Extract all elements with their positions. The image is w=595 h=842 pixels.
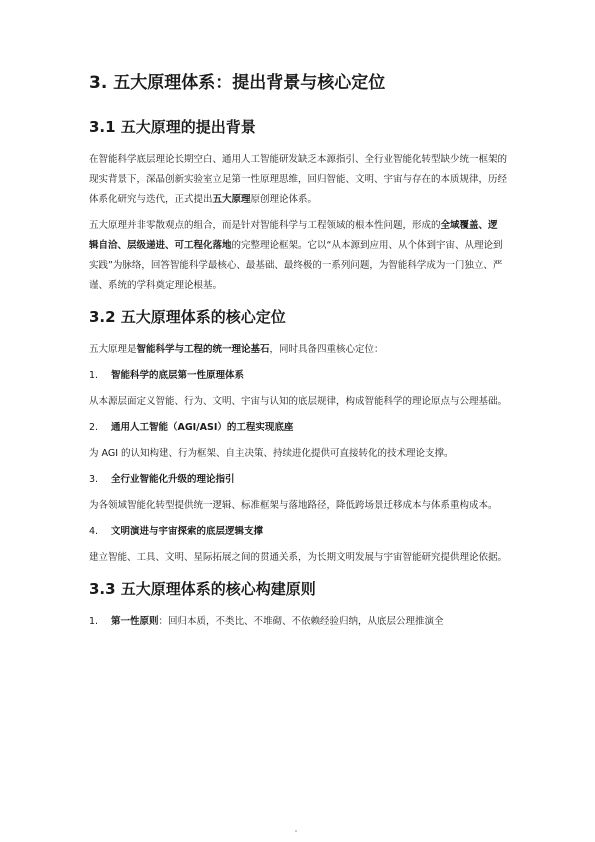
bold-span: 智能科学与工程的统一理论基石 (136, 344, 270, 355)
paragraph-background-2 (89, 216, 507, 296)
list-item-heading (89, 418, 507, 438)
bold-span: 第一性原则 (111, 616, 159, 627)
section-heading-3-1: 3.1 五大原理的提出背景 (89, 118, 256, 136)
text-span: 的完整理论框架。它以“从本源到应用、从个体到宇宙、从理论到实践”为脉络，回答智能科学最核心、最基础、最终极的一系列问题，为智能科学成为一门独立、严谨、系统的学科奠定理论根基。 (89, 240, 503, 291)
list-number: 4. (89, 526, 99, 537)
paragraph-positioning-intro (89, 340, 507, 360)
bold-span: 五大原理 (212, 194, 251, 205)
list-item-description: 建立智能、工具、文明、星际拓展之间的贯通关系，为长期文明发展与宇宙智能研究提供理论依据。 (89, 552, 508, 563)
text-span: ：回归本质，不类比、不堆砌、不依赖经验归纳，从底层公理推演全 (158, 616, 444, 627)
list-item-title: 文明演进与宇宙探索的底层逻辑支撑 (111, 526, 264, 537)
list-number: 1. (89, 370, 99, 381)
document-content (89, 70, 507, 638)
list-number: 1. (89, 616, 99, 627)
list-item-title: 全行业智能化升级的理论指引 (111, 474, 235, 485)
chapter-title: 3. 五大原理体系：提出背景与核心定位 (89, 73, 386, 93)
principle-list-item (89, 612, 507, 632)
text-span: 原创理论体系。 (250, 194, 318, 205)
list-item-heading (89, 366, 507, 386)
list-number: 2. (89, 422, 99, 433)
list-item-title: 通用人工智能（AGI/ASI）的工程实现底座 (111, 422, 294, 433)
section-heading-3-3: 3.3 五大原理体系的核心构建原则 (89, 580, 316, 598)
section-heading-3-2: 3.2 五大原理体系的核心定位 (89, 308, 286, 326)
list-item-title: 智能科学的底层第一性原理体系 (111, 370, 245, 381)
text-span: 在智能科学底层理论长期空白、通用人工智能研发缺乏本源指引、全行业智能化转型缺少统一框架的现实背景下，深晶创新实验室立足第一性原理思维，回归智能、文明、宇宙与存在的本质规律，历经体系化研究与迭代，正式提出 (89, 154, 508, 205)
paragraph-background-1 (89, 150, 507, 210)
text-span: 五大原理并非零散观点的组合，而是针对智能科学与工程领域的根本性问题，形成的 (89, 220, 441, 231)
list-item-heading (89, 522, 507, 542)
bold-span: 全域覆盖、逻辑自洽、层级递进、可工程化落地 (89, 220, 498, 251)
list-number: 3. (89, 474, 99, 485)
text-span: 五大原理是 (89, 344, 137, 355)
list-item-heading (89, 470, 507, 490)
list-item-description: 为 AGI 的认知构建、行为框架、自主决策、持续进化提供可直接转化的技术理论支撑。 (89, 448, 454, 459)
page-footer-mark (295, 830, 297, 832)
list-item-description: 从本源层面定义智能、行为、文明、宇宙与认知的底层规律，构成智能科学的理论原点与公理基础。 (89, 396, 508, 407)
list-item-description: 为各领域智能化转型提供统一逻辑、标准框架与落地路径，降低跨场景迁移成本与体系重构成本。 (89, 500, 498, 511)
principle-text (111, 612, 444, 632)
text-span: ，同时具备四重核心定位： (269, 344, 384, 355)
